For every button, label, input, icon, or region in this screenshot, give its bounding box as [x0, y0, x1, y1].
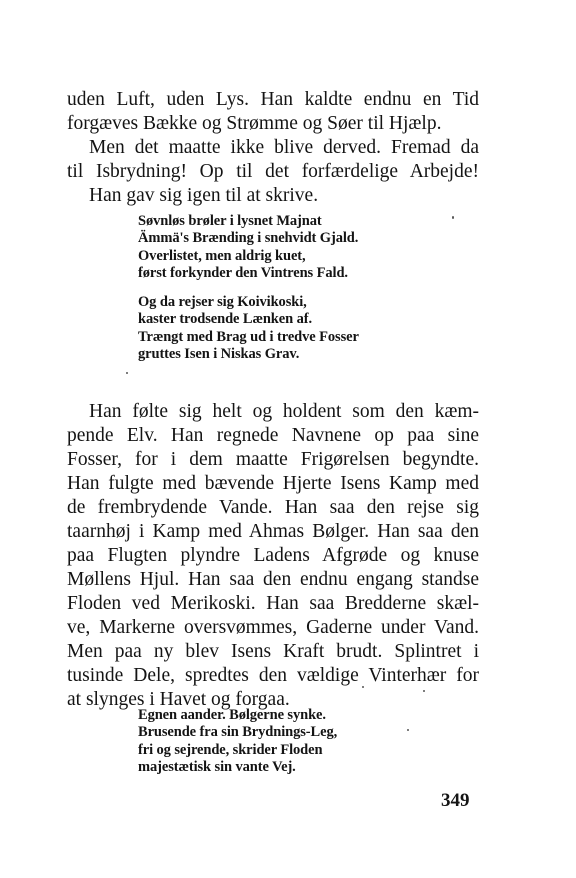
text-line: ve, Markerne oversvømmes, Gaderne under Vand.	[67, 617, 479, 638]
verse-line: først forkynder den Vintrens Fald.	[138, 264, 348, 281]
text-line: at slynges i Havet og forgaa.	[67, 689, 290, 710]
verse-line: gruttes Isen i Niskas Grav.	[138, 346, 300, 363]
verse-2	[138, 707, 337, 788]
text-line: Han fulgte med bævende Hjerte Isens Kamp med	[67, 473, 479, 494]
text-line: Han følte sig helt og holdent som den kæm-	[89, 401, 479, 422]
text-line: de frembrydende Vande. Han saa den rejse sig	[67, 497, 479, 518]
text-line: paa Flugten plyndre Ladens Afgrøde og knuse	[67, 545, 479, 566]
verse-line: Og da rejser sig Koivikoski,	[138, 294, 307, 311]
text-line: Møllens Hjul. Han saa den endnu engang standse	[67, 569, 479, 590]
stanza	[138, 294, 359, 363]
verse-line: Trængt med Brag ud i tredve Fosser	[138, 328, 359, 345]
verse-line: Overlistet, men aldrig kuet,	[138, 247, 306, 264]
verse-line: Brusende fra sin Brydnings-Leg,	[138, 724, 338, 741]
text-line: tusinde Dele, spredtes den vældige Vinterhær for	[67, 665, 479, 686]
text-line: Han gav sig igen til at skrive.	[89, 185, 319, 206]
verse-line: Søvnløs brøler i lysnet Majnat	[138, 213, 322, 229]
text-line: pende Elv. Han regnede Navnene op paa sine	[67, 425, 479, 446]
print-speck	[126, 372, 128, 374]
print-speck	[407, 729, 409, 731]
paragraph-2	[67, 400, 479, 712]
verse-1	[138, 213, 359, 375]
paragraph-1	[67, 88, 479, 208]
text-line: Men paa ny blev Isens Kraft brudt. Splintret i	[67, 641, 479, 662]
print-speck	[452, 216, 454, 219]
text-line: Men det maatte ikke blive derved. Fremad da	[89, 137, 479, 158]
print-speck	[362, 686, 364, 688]
text-line: til Isbrydning! Op til det forfærdelige Arbejde!	[67, 161, 479, 182]
text-line: forgæves Bække og Strømme og Søer til Hjælp.	[67, 113, 442, 134]
verse-line: kaster trodsende Lænken af.	[138, 311, 313, 328]
stanza	[138, 213, 359, 282]
verse-line: majestætisk sin vante Vej.	[138, 758, 296, 775]
text-line: taarnhøj i Kamp med Ahmas Bølger. Han saa den	[67, 521, 479, 542]
page-number: 349	[441, 790, 470, 811]
print-speck	[423, 690, 425, 692]
text-line: uden Luft, uden Lys. Han kaldte endnu en Tid	[67, 89, 479, 110]
text-line: Floden ved Merikoski. Han saa Bredderne skæl-	[67, 593, 479, 614]
stanza	[138, 707, 337, 776]
verse-line: Egnen aander. Bølgerne synke.	[138, 707, 326, 723]
verse-line: fri og sejrende, skrider Floden	[138, 741, 323, 758]
text-line: Fosser, for i dem maatte Frigørelsen begyndte.	[67, 449, 479, 470]
verse-line: Ämmä's Brænding i snehvidt Gjald.	[138, 230, 359, 247]
